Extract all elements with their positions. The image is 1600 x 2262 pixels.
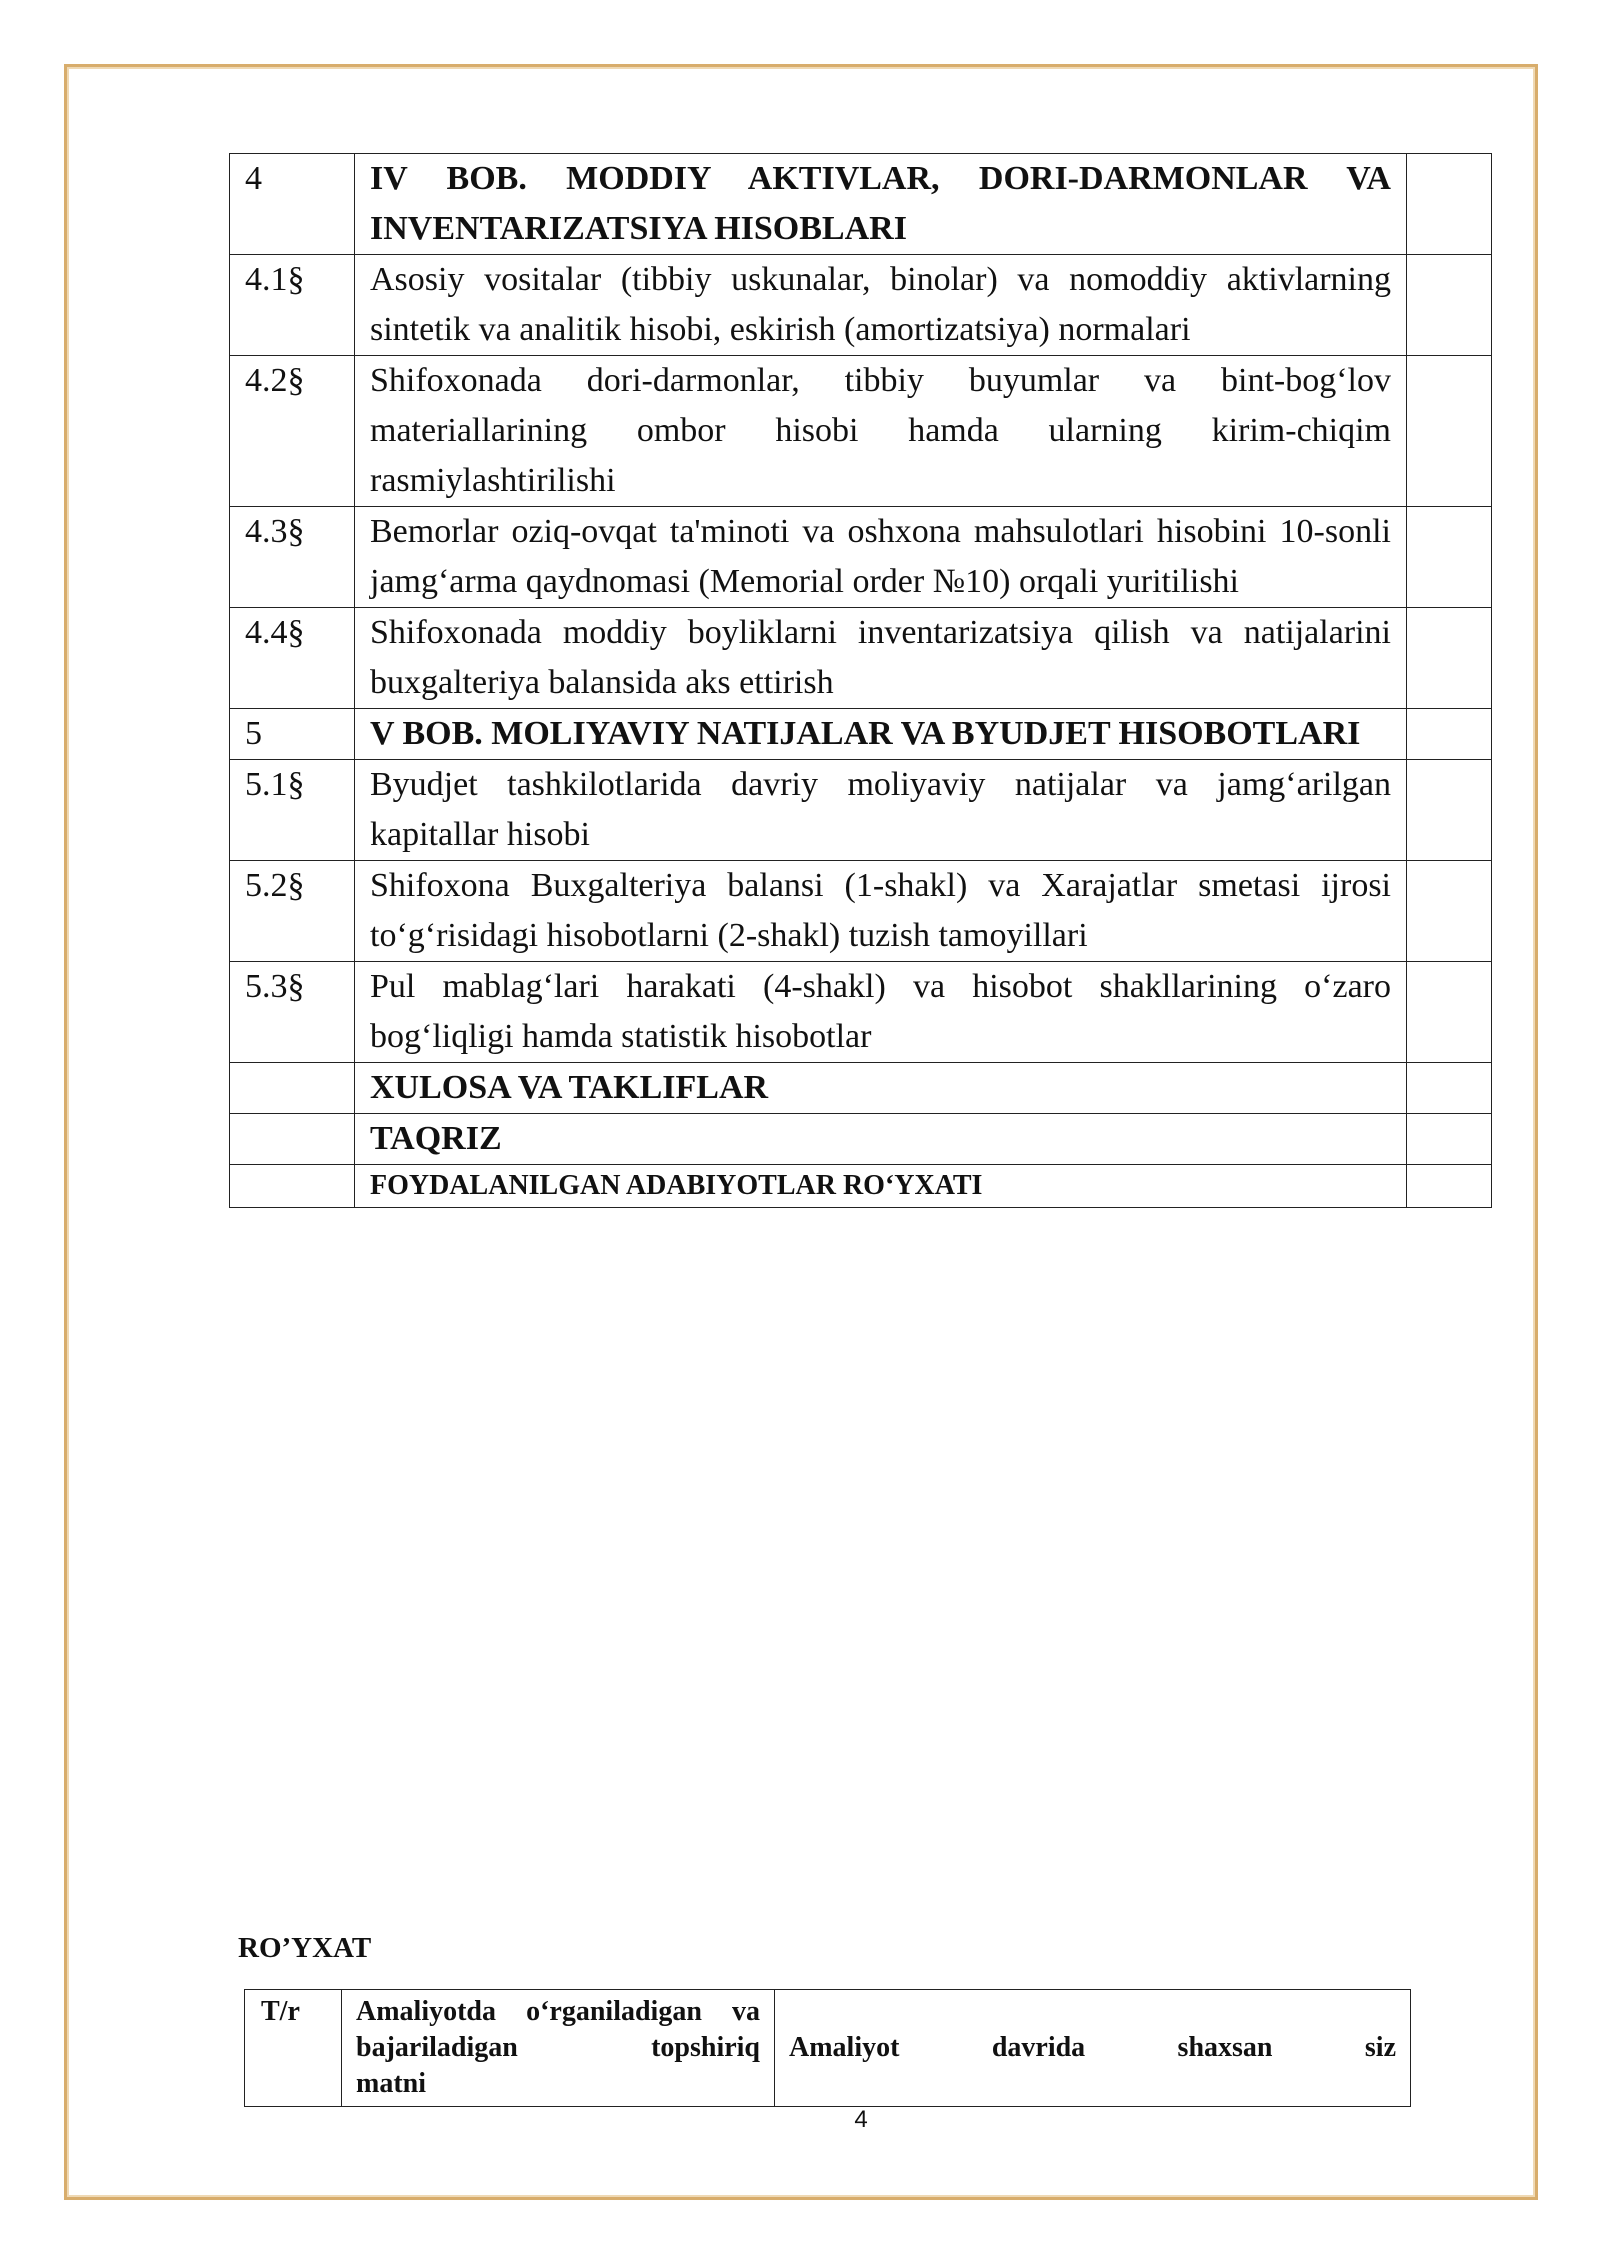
royxat-title: RO’YXAT bbox=[238, 1932, 372, 1964]
toc-page-cell bbox=[1407, 356, 1492, 507]
toc-row-number: 5.3§ bbox=[230, 962, 355, 1063]
toc-chapter-title: V BOB. MOLIYAVIY NATIJALAR VA BYUDJET HISOBOTLARI bbox=[355, 709, 1407, 760]
toc-row-number bbox=[230, 1165, 355, 1208]
toc-row-number: 4 bbox=[230, 154, 355, 255]
toc-section-title: Pul mablag‘lari harakati (4-shakl) va hisobot shakllarining o‘zaro bog‘liqligi hamda statistik hisobotlar bbox=[355, 962, 1407, 1063]
royxat-col-personal: Amaliyot davrida shaxsan siz bbox=[775, 1990, 1411, 2107]
toc-row bbox=[230, 255, 1492, 356]
toc-row-number: 4.3§ bbox=[230, 507, 355, 608]
royxat-table bbox=[244, 1989, 1411, 2107]
toc-row-number: 5 bbox=[230, 709, 355, 760]
toc-section-title: Byudjet tashkilotlarida davriy moliyaviy natijalar va jamg‘arilgan kapitallar hisobi bbox=[355, 760, 1407, 861]
toc-row bbox=[230, 709, 1492, 760]
toc-row-number: 4.2§ bbox=[230, 356, 355, 507]
toc-row bbox=[230, 154, 1492, 255]
toc-row bbox=[230, 356, 1492, 507]
royxat-header-row bbox=[245, 1990, 1411, 2107]
toc-page-cell bbox=[1407, 1114, 1492, 1165]
table-of-contents bbox=[229, 153, 1492, 1208]
toc-section-title: Shifoxona Buxgalteriya balansi (1-shakl) va Xarajatlar smetasi ijrosi to‘g‘risidagi hisobotlarni (2-shakl) tuzish tamoyillari bbox=[355, 861, 1407, 962]
toc-row bbox=[230, 861, 1492, 962]
toc-row bbox=[230, 608, 1492, 709]
toc-row-number bbox=[230, 1063, 355, 1114]
toc-row bbox=[230, 760, 1492, 861]
toc-row bbox=[230, 507, 1492, 608]
toc-section-title: Shifoxonada dori-darmonlar, tibbiy buyumlar va bint-bog‘lov materiallarining ombor hisobi hamda ularning kirim-chiqim rasmiylashtirilishi bbox=[355, 356, 1407, 507]
royxat-col-number: T/r bbox=[245, 1990, 342, 2107]
toc-section-title: TAQRIZ bbox=[355, 1114, 1407, 1165]
toc-row-number: 4.1§ bbox=[230, 255, 355, 356]
toc-page-cell bbox=[1407, 1063, 1492, 1114]
toc-page-cell bbox=[1407, 709, 1492, 760]
toc-row-number: 5.2§ bbox=[230, 861, 355, 962]
toc-page-cell bbox=[1407, 962, 1492, 1063]
toc-section-title: Asosiy vositalar (tibbiy uskunalar, binolar) va nomoddiy aktivlarning sintetik va analitik hisobi, eskirish (amortizatsiya) normalari bbox=[355, 255, 1407, 356]
toc-row-number: 4.4§ bbox=[230, 608, 355, 709]
toc-chapter-title: IV BOB. MODDIY AKTIVLAR, DORI-DARMONLAR VA INVENTARIZATSIYA HISOBLARI bbox=[355, 154, 1407, 255]
toc-row bbox=[230, 962, 1492, 1063]
toc-row-number bbox=[230, 1114, 355, 1165]
royxat-col-task-text: Amaliyotda o‘rganiladigan va bajariladigan topshiriq bbox=[356, 1996, 760, 2063]
page-number: 4 bbox=[854, 2106, 868, 2133]
toc-page-cell bbox=[1407, 861, 1492, 962]
toc-page-cell bbox=[1407, 154, 1492, 255]
toc-page-cell bbox=[1407, 507, 1492, 608]
royxat-col-task-text-end: matni bbox=[356, 2068, 426, 2099]
toc-section-title: Shifoxonada moddiy boyliklarni inventarizatsiya qilish va natijalarini buxgalteriya balansida aks ettirish bbox=[355, 608, 1407, 709]
toc-section-title: FOYDALANILGAN ADABIYOTLAR RO‘YXATI bbox=[355, 1165, 1407, 1208]
toc-row bbox=[230, 1114, 1492, 1165]
toc-section-title: Bemorlar oziq-ovqat ta'minoti va oshxona mahsulotlari hisobini 10-sonli jamg‘arma qaydnomasi (Memorial order №10) orqali yuritilishi bbox=[355, 507, 1407, 608]
toc-page-cell bbox=[1407, 760, 1492, 861]
toc-page-cell bbox=[1407, 608, 1492, 709]
toc-page-cell bbox=[1407, 1165, 1492, 1208]
toc-row bbox=[230, 1165, 1492, 1208]
royxat-col-task bbox=[342, 1990, 775, 2107]
toc-page-cell bbox=[1407, 255, 1492, 356]
toc-row bbox=[230, 1063, 1492, 1114]
toc-row-number: 5.1§ bbox=[230, 760, 355, 861]
toc-section-title: XULOSA VA TAKLIFLAR bbox=[355, 1063, 1407, 1114]
